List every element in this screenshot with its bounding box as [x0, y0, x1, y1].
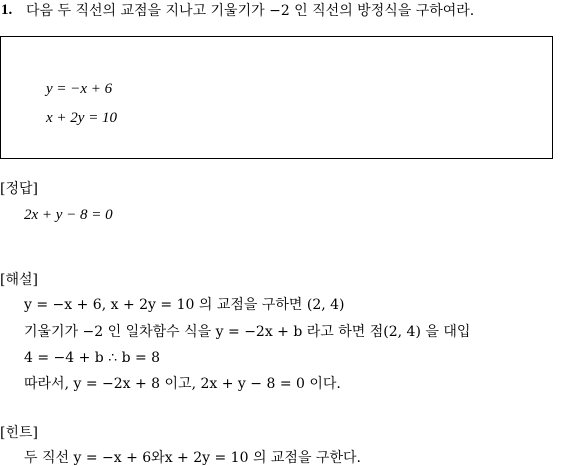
hint-label: [힌트]	[0, 425, 38, 441]
solution-line-1: y = −x + 6, x + 2y = 10 의 교점을 구하면 (2, 4)	[24, 297, 345, 313]
answer-value: 2x + y − 8 = 0	[24, 207, 113, 223]
answer-label: [정답]	[0, 181, 38, 197]
given-equation-2: x + 2y = 10	[46, 110, 118, 126]
question-text: 다음 두 직선의 교점을 지나고 기울기가 −2 인 직선의 방정식을 구하여라.	[26, 3, 475, 19]
given-equations-box	[0, 36, 553, 159]
hint-text: 두 직선 y = −x + 6와x + 2y = 10 의 교점을 구한다.	[24, 450, 361, 466]
solution-label: [해설]	[0, 272, 38, 288]
solution-line-3: 4 = −4 + b ∴ b = 8	[24, 350, 161, 366]
given-equation-1: y = −x + 6	[46, 81, 113, 97]
question-number: 1.	[1, 2, 13, 18]
solution-line-2: 기울기가 −2 인 일차함수 식을 y = −2x + b 라고 하면 점(2, 4) 을 대입	[24, 324, 471, 340]
solution-line-4: 따라서, y = −2x + 8 이고, 2x + y − 8 = 0 이다.	[24, 376, 341, 392]
